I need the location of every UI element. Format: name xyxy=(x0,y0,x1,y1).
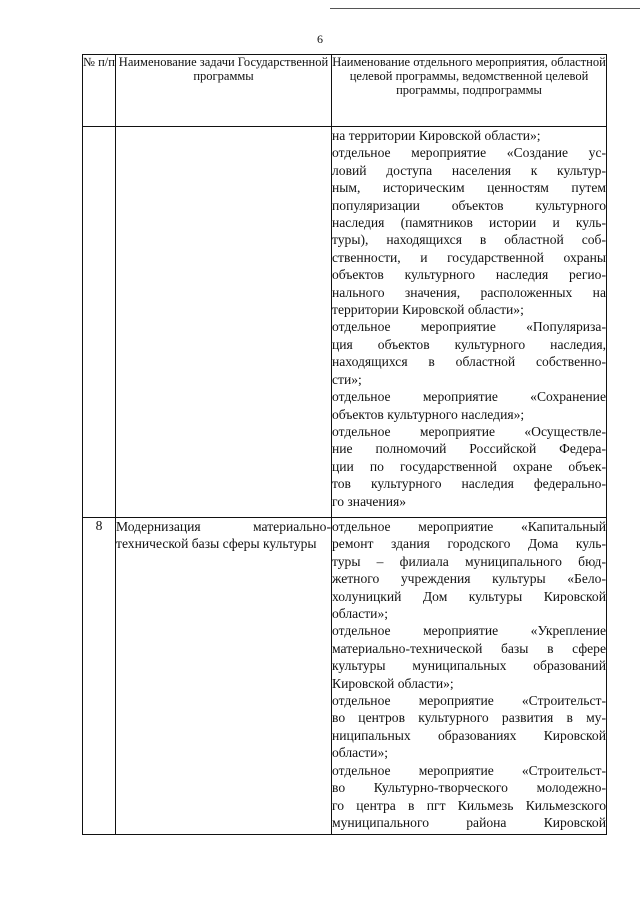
measure-line: муниципального района Кировской xyxy=(332,814,606,830)
measure-line: области»; xyxy=(332,606,389,622)
measure-line: жетного учреждения культуры «Бело- xyxy=(332,571,606,587)
measure-line: сти»; xyxy=(332,371,362,387)
measure-line: отдельное мероприятие «Популяриза- xyxy=(332,319,606,335)
measure-line: го значения» xyxy=(332,493,407,509)
measure-line: холуницкий Дом культуры Кировской xyxy=(332,588,606,604)
measure-line: объектов культурного наследия регио- xyxy=(332,267,606,283)
measure-line: отдельное мероприятие «Капитальный xyxy=(332,519,606,534)
measure-line: ремонт здания городского Дома куль- xyxy=(332,536,606,552)
table-row xyxy=(83,127,607,518)
measure-line: области»; xyxy=(332,745,389,761)
header-measure: Наименование отдельного мероприятия, областной целевой программы, ведомственной целевой программы, подпрограммы xyxy=(332,55,607,127)
measure-line: ция объектов культурного наследия, xyxy=(332,336,606,352)
measure-line: культуры муниципальных образований xyxy=(332,658,606,674)
measure-line: ловий доступа населения к культур- xyxy=(332,162,606,178)
measure-line: на территории Кировской области»; xyxy=(332,128,541,143)
measure-line: туры), находящихся в областной соб- xyxy=(332,232,606,248)
measure-line: го центра в пгт Кильмезь Кильмезского xyxy=(332,797,606,813)
row-task: Модернизация материально-технической базы сферы культуры xyxy=(116,518,332,835)
measure-line: наследия (памятников истории и куль- xyxy=(332,215,606,231)
measure-line: туры – филиала муниципального бюд- xyxy=(332,553,606,569)
measure-line: ственности, и государственной охраны xyxy=(332,249,606,265)
measure-line: ции по государственной охране объек- xyxy=(332,458,606,474)
scan-edge-line xyxy=(330,8,640,9)
row-measures xyxy=(332,127,607,518)
measure-line: материально-технической базы в сфере xyxy=(332,640,606,656)
page-number: 6 xyxy=(317,32,323,46)
row-task xyxy=(116,127,332,518)
header-task: Наименование задачи Государственной программы xyxy=(116,55,332,127)
measure-line: тов культурного наследия федерально- xyxy=(332,476,606,492)
measure-line: территории Кировской области»; xyxy=(332,302,524,318)
program-table xyxy=(82,54,607,835)
measure-line: находящихся в областной собственно- xyxy=(332,354,606,370)
header-num: № п/п xyxy=(83,55,116,127)
measure-line: отдельное мероприятие «Строительст- xyxy=(332,762,606,778)
measure-line: отдельное мероприятие «Осуществле- xyxy=(332,423,606,439)
measure-line: популяризации объектов культурного xyxy=(332,197,606,213)
measure-line: ниципальных образованиях Кировской xyxy=(332,727,606,743)
measure-line: отдельное мероприятие «Сохранение xyxy=(332,389,606,405)
row-num xyxy=(83,127,116,518)
measure-line: отдельное мероприятие «Укрепление xyxy=(332,623,606,639)
measure-line: ние полномочий Российской Федера- xyxy=(332,441,606,457)
row-measures xyxy=(332,518,607,835)
row-num: 8 xyxy=(83,518,116,835)
measure-line: отдельное мероприятие «Создание ус- xyxy=(332,145,606,161)
measure-line: ным, историческим ценностям путем xyxy=(332,180,606,196)
measure-line: во Культурно-творческого молодежно- xyxy=(332,780,606,796)
table-header-row xyxy=(83,55,607,127)
table-row xyxy=(83,518,607,835)
measure-line: Кировской области»; xyxy=(332,675,454,691)
measure-line: объектов культурного наследия»; xyxy=(332,406,525,422)
measure-line: во центров культурного развития в му- xyxy=(332,710,606,726)
measure-line: отдельное мероприятие «Строительст- xyxy=(332,693,606,709)
measure-line: нального значения, расположенных на xyxy=(332,284,606,300)
